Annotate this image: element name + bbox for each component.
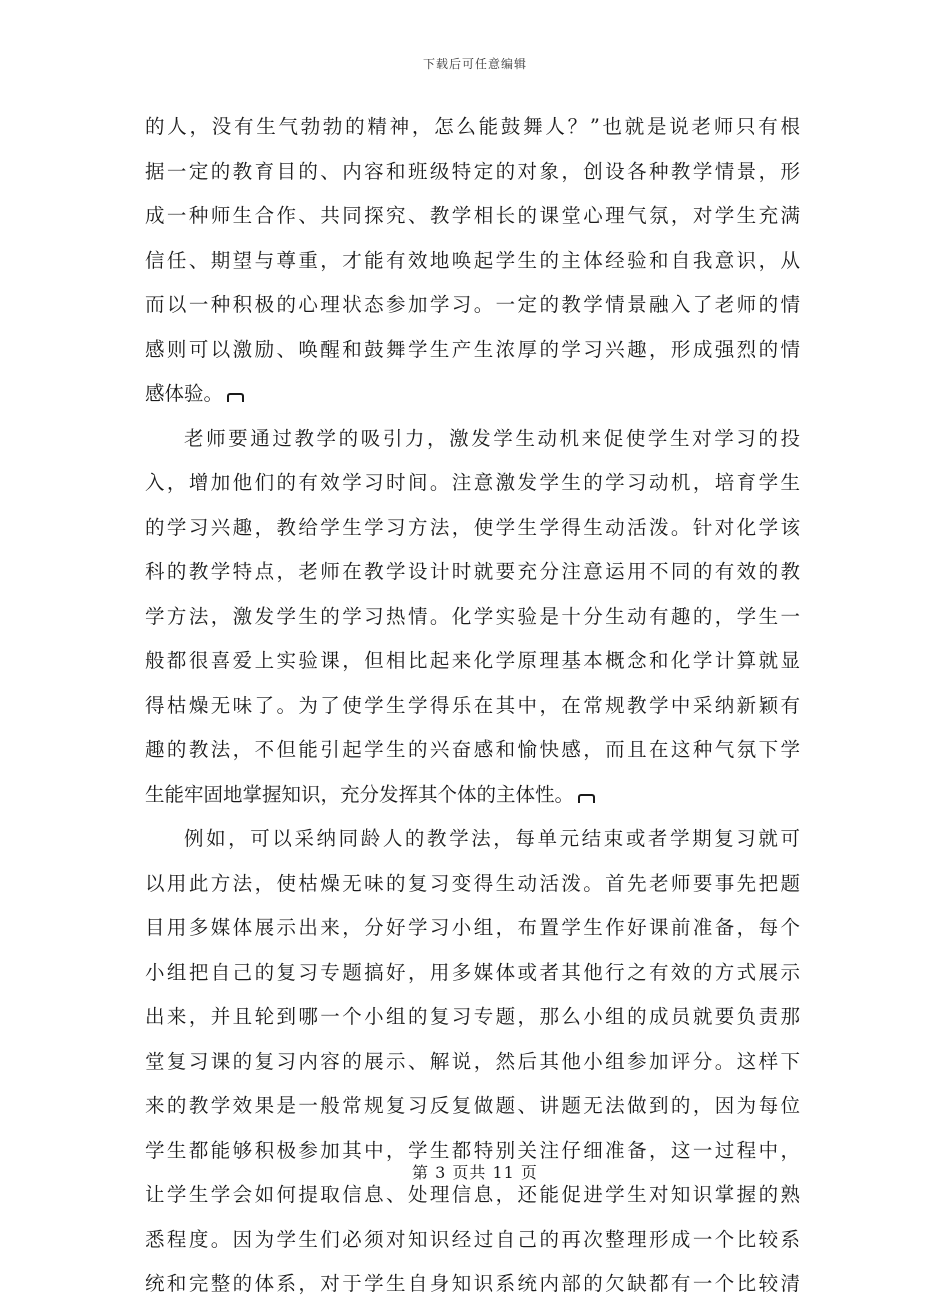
text-line: 据一定的教育目的、内容和班级特定的对象，创设各种教学情景，形 (145, 159, 800, 183)
text-line: 信任、期望与尊重，才能有效地唤起学生的主体经验和自我意识，从 (145, 248, 800, 272)
text-line: 般都很喜爱上实验课，但相比起来化学原理基本概念和化学计算就显 (145, 649, 800, 672)
paragraph-mark-icon (578, 794, 595, 803)
text-line: 趣的教法，不但能引起学生的兴奋感和愉快感，而且在这种气氛下学 (145, 738, 800, 761)
text-line-first: 例如，可以采纳同龄人的教学法，每单元结束或者学期复习就可 (184, 827, 800, 850)
text-line: 堂复习课的复习内容的展示、解说，然后其他小组参加评分。这样下 (145, 1049, 800, 1073)
text-line: 小组把自己的复习专题搞好，用多媒体或者其他行之有效的方式展示 (145, 960, 800, 984)
text-line: 来的教学效果是一般常规复习反复做题、讲题无法做到的，因为每位 (145, 1094, 800, 1117)
page-number: 第 3 页共 11 页 (412, 1163, 538, 1182)
text-line: 的学习兴趣，教给学生学习方法，使学生学得生动活泼。针对化学该 (145, 515, 800, 539)
text-line: 让学生学会如何提取信息、处理信息，还能促进学生对知识掌握的熟 (145, 1183, 800, 1206)
paragraph-2 (145, 417, 800, 818)
text-line-content: 感体验。 (145, 382, 224, 405)
text-line: 悉程度。因为学生们必须对知识经过自己的再次整理形成一个比较系 (145, 1227, 800, 1251)
page-header: 下载后可任意编辑 (422, 57, 527, 71)
text-line: 得枯燥无味了。为了使学生学得乐在其中，在常规教学中采纳新颖有 (145, 693, 800, 717)
text-line: 成一种师生合作、共同探究、教学相长的课堂心理气氛，对学生充满 (145, 204, 800, 227)
paragraph-1 (145, 105, 800, 417)
text-line: 学生都能够积极参加其中，学生都特别关注仔细准备，这一过程中， (145, 1138, 800, 1162)
paragraph-mark-icon (227, 393, 244, 402)
text-line: 而以一种积极的心理状态参加学习。一定的教学情景融入了老师的情 (145, 293, 800, 316)
text-line: 感则可以激励、唤醒和鼓舞学生产生浓厚的学习兴趣，形成强烈的情 (145, 337, 800, 361)
text-line: 的人，没有生气勃勃的精神，怎么能鼓舞人？”也就是说老师只有根 (145, 115, 800, 138)
text-line: 目用多媒体展示出来，分好学习小组，布置学生作好课前准备，每个 (145, 916, 800, 939)
text-line-last (145, 372, 800, 417)
text-line: 学方法，激发学生的学习热情。化学实验是十分生动有趣的，学生一 (145, 604, 800, 628)
text-line: 科的教学特点，老师在教学设计时就要充分注意运用不同的有效的教 (145, 560, 800, 583)
text-line: 入，增加他们的有效学习时间。注意激发学生的学习动机，培育学生 (145, 471, 800, 494)
paragraph-3 (145, 817, 800, 1307)
text-line: 统和完整的体系，对于学生自身知识系统内部的欠缺都有一个比较清 (145, 1272, 800, 1295)
text-line: 以用此方法，使枯燥无味的复习变得生动活泼。首先老师要事先把题 (145, 871, 800, 895)
text-line: 出来，并且轮到哪一个小组的复习专题，那么小组的成员就要负责那 (145, 1005, 800, 1028)
text-line-first: 老师要通过教学的吸引力，激发学生动机来促使学生对学习的投 (184, 426, 800, 450)
text-line-last (145, 773, 800, 818)
document-body (145, 105, 800, 1307)
text-line-content: 生能牢固地掌握知识，充分发挥其个体的主体性。 (145, 782, 575, 806)
